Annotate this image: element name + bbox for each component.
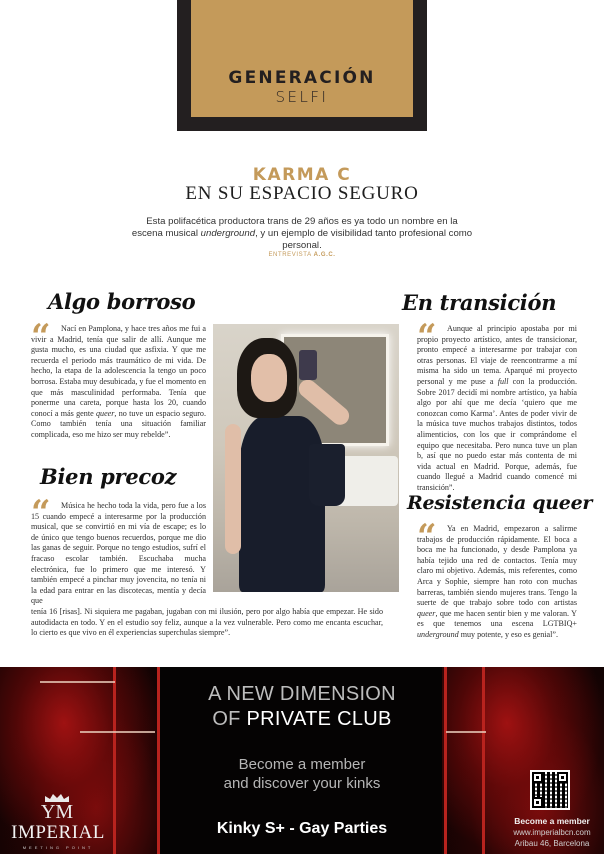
body-text: con la producción. Sobre 2017 decidí mi nombre artístico, ya había algo por ahí que me decía ‘quiero que me conozcan como Karma’. Antes de poder vivir de la música tuve muchos trabajos distintos, todos alimenticios, con los que ir comprándome el equipo que necesitaba. Pero nunca tuve un plan b, así que no puedo estar más contenta de mi vida actual en Madrid. Porque, además, fue cuando llegué a Madrid cuando comencé mi transición”. xyxy=(417,376,578,492)
section-title-algo-borroso: Algo borroso xyxy=(48,289,196,314)
section-body-en-transicion xyxy=(417,324,577,494)
qr-finder xyxy=(532,772,543,783)
ad-red-line xyxy=(482,667,485,854)
body-italic: queer xyxy=(95,408,115,418)
ad-red-line xyxy=(444,667,447,854)
qr-finder xyxy=(557,772,568,783)
imperial-logo-tagline: MEETING POINT xyxy=(22,845,94,850)
ad-website-link[interactable]: www.imperialbcn.com xyxy=(513,828,591,837)
ad-light-line xyxy=(80,731,155,733)
ad-headline-1: A NEW DIMENSION xyxy=(208,683,396,705)
ad-address: Aribau 46, Barcelona xyxy=(514,839,590,848)
series-header-panel xyxy=(191,0,413,117)
body-italic: full xyxy=(497,376,509,386)
imperial-logo-mark: YM xyxy=(40,801,74,823)
ad-member-label: Become a member xyxy=(514,816,590,826)
phone-icon xyxy=(299,350,317,380)
byline xyxy=(0,252,604,258)
ad-light-line xyxy=(446,731,486,733)
standfirst-text: Esta polifacética productora trans de 29 años es ya todo un nombre en la escena musical xyxy=(131,216,458,240)
article-subject-name: KARMA C xyxy=(252,165,352,185)
article-title: EN SU ESPACIO SEGURO xyxy=(185,183,419,204)
ad-subtitle xyxy=(160,755,444,793)
standfirst-text: , y un ejemplo de visibilidad tanto profesional como personal. xyxy=(255,228,473,252)
quote-mark-icon: “ xyxy=(31,317,51,357)
ad-subtitle-line-2: and discover your kinks xyxy=(223,775,381,792)
quote-mark-icon: “ xyxy=(417,517,437,557)
standfirst-italic: underground xyxy=(200,228,256,240)
ad-call-to-action: Kinky S+ - Gay Parties xyxy=(216,820,388,837)
qr-code-icon[interactable] xyxy=(530,770,570,810)
quote-mark-icon: “ xyxy=(417,317,437,357)
body-text: Ya en Madrid, empezaron a salirme trabajos de producción rápidamente. El boca a boca me ha funcionado, y desde Pamplona ya había tejido una red de contactos. Tenía muy claro mi objetivo. Además, mis referentes, como Arca y Sophie, siempre han roto con muchas barreras, también siendo mujeres trans. Tengo la suerte de que trabajo sobre todo con artistas xyxy=(417,524,577,608)
ad-subtitle-line-1: Become a member xyxy=(238,756,366,773)
section-title-en-transicion: En transición xyxy=(402,290,557,315)
body-italic: queer xyxy=(417,608,436,618)
photo-arm xyxy=(225,424,241,554)
section-title-resistencia-queer: Resistencia queer xyxy=(407,492,593,514)
body-text: , que me hacen sentir bien y me valoran. Y es que tenemos una escena LGTBIQ+ xyxy=(417,608,577,629)
body-text: , no tuve un espacio seguro. Como también tenía una situación familiar complicada, eso me hizo ser muy rebelde”. xyxy=(31,408,206,439)
portrait-photo xyxy=(213,324,399,592)
byline-author: A.G.C. xyxy=(313,252,336,258)
ad-headline-highlight: PRIVATE CLUB xyxy=(246,708,392,730)
ad-headline-prefix: OF xyxy=(212,708,247,730)
section-body-bien-precoz-1: Música he hecho toda la vida, pero fue a los 15 cuando empecé a interesarme por la producción musical, que se convirtió en mi vía de escape; es lo de único que tengo buenos recuerdos, porque me dio las ganas de seguir. Porque no tengo estudios, sufrí el fracaso escolar también. Escuchaba mucha electrónica, fue lo primero que me interesó. Y también empecé a pinchar muy jovencita, no tenía ni la edad para entrar en las discotecas, mentía y decía que xyxy=(31,501,206,606)
section-body-bien-precoz-2: tenía 16 [risas]. Ni siquiera me pagaban, jugaban con mi ilusión, pero por algo había que empezar. He sido autodidacta en todo. Y en el estudio soy feliz, aunque a la vez vulnerable. Pero como me encanta escuchar, lo cierto es que vivo en él experiencias superchulas siempre”. xyxy=(31,607,383,638)
series-title: GENERACIÓN xyxy=(228,68,376,88)
body-italic: underground xyxy=(417,629,459,639)
body-text: Aunque al principio apostaba por mi propio proyecto artístico, antes de transicionar, pronto empecé a interesarme por trabajar con otras personas. El viaje de reencontrarme a mí misma ha sido un tema. Aparqué mi proyecto personal y me puse a xyxy=(417,324,577,386)
qr-finder xyxy=(532,797,543,808)
body-text: Nací en Pamplona, y hace tres años me fui a vivir a Madrid, tenía que salir de allí. Aunque me gusta mucho, es una ciudad que asfixia. Y que me recuerda el periodo más traumático de mi vida. De hecho, la etapa de la adolescencia la tengo un poco borrosa. Estaba muy desubicada, y fue el momento en que más masculinidad performaba. Tenía que ponerme una careta, porque hasta los 20, cuando conocí a más gente xyxy=(31,324,206,418)
ad-headline-2 xyxy=(160,708,444,731)
imperial-logo-text: IMPERIAL xyxy=(11,822,105,843)
photo-face xyxy=(251,354,287,402)
body-text: muy potente, y eso es genial”. xyxy=(458,629,559,639)
article-standfirst xyxy=(130,216,474,253)
series-subtitle: SELFI xyxy=(275,88,329,106)
ad-light-line xyxy=(40,681,115,683)
section-body-algo-borroso xyxy=(31,324,206,441)
byline-label: ENTREVISTA xyxy=(268,252,312,258)
ad-red-line xyxy=(113,667,116,854)
quote-mark-icon: “ xyxy=(31,493,51,533)
photo-bag xyxy=(309,444,345,506)
section-body-resistencia-queer xyxy=(417,524,577,641)
section-title-bien-precoz: Bien precoz xyxy=(40,464,177,489)
series-header xyxy=(177,0,427,131)
